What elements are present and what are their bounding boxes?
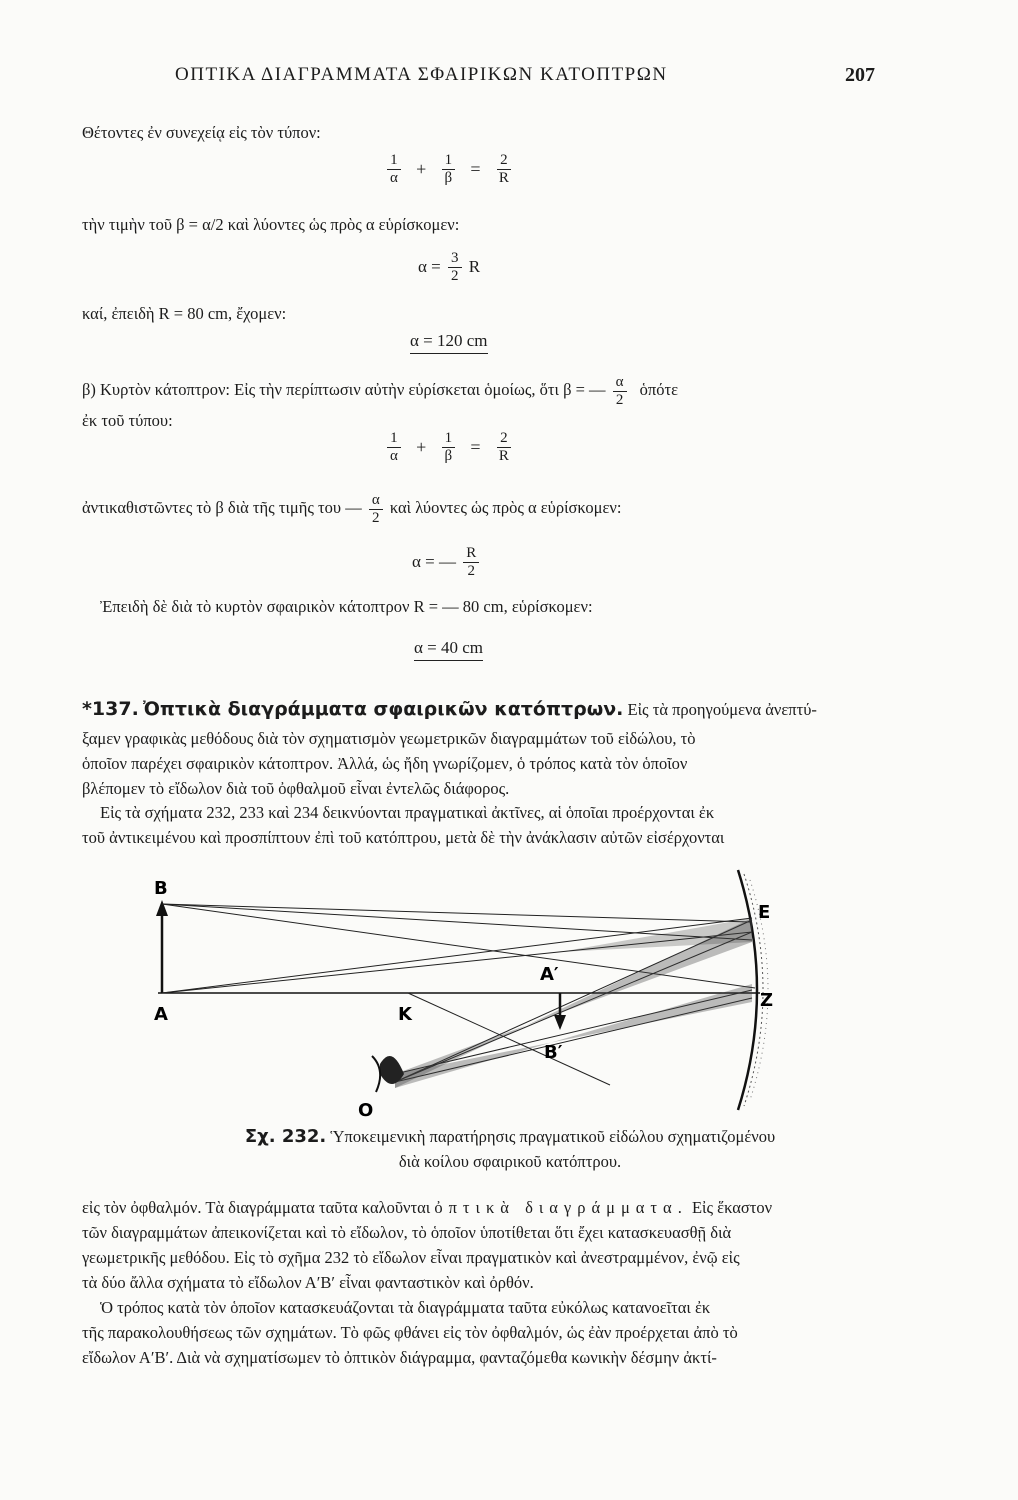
- equation-lens-formula: $\frac{1}{\alpha}$ + $\frac{1}{\beta}$ = $\frac{2}{R}$: [384, 152, 515, 186]
- text-line: τῶν διαγραμμάτων ἀπεικονίζεται καὶ τὸ εἴδωλον, τὸ ὁποῖον ὑποτίθεται ὅτι ἔχει κατασκευασθῇ διὰ: [82, 1223, 732, 1242]
- equation: α = $\frac{3}{2}$ R: [418, 250, 481, 284]
- label-O: O: [358, 1100, 374, 1120]
- fraction: $\frac{1}{\beta}$: [442, 152, 456, 186]
- result-equation: α = 120 cm: [410, 331, 488, 354]
- text-line: Θέτοντες ἐν συνεχείᾳ εἰς τὸν τύπον:: [82, 123, 321, 142]
- text-line: Ὁ τρόπος κατὰ τὸν ὁποῖον κατασκευάζονται τὰ διαγράμματα ταῦτα εὐκόλως κατανοεῖται ἐκ: [100, 1298, 711, 1317]
- text-line: ξαμεν γραφικὰς μεθόδους διὰ τὸν σχηματισμὸν γεωμετρικῶν διαγραμμάτων τοῦ εἰδώλου, τὸ: [82, 729, 696, 748]
- section-title: Ὀπτικὰ διαγράμματα σφαιρικῶν κατόπτρων.: [142, 698, 624, 720]
- equation: α = — $\frac{R}{2}$: [412, 545, 482, 579]
- object-arrow: [156, 900, 168, 993]
- text-line: τὴν τιμὴν τοῦ β = α/2 καὶ λύοντες ὡς πρὸς α εὑρίσκομεν:: [82, 215, 460, 234]
- fraction: $\frac{\alpha}{2}$: [369, 492, 383, 526]
- text-line: εἰς τὸν ὀφθαλμόν. Τὰ διαγράμματα ταῦτα καλοῦνται ὀπτικὰ διαγράμματα. Εἰς ἕκαστον: [82, 1198, 773, 1217]
- fraction: $\frac{1}{\beta}$: [442, 430, 456, 464]
- text-line: γεωμετρικῆς μεθόδου. Εἰς τὸ σχῆμα 232 τὸ εἴδωλον εἶναι πραγματικὸν καὶ ἀνεστραμμένον, ἐνῷ εἰς: [82, 1248, 740, 1267]
- label-Z: Z: [760, 990, 774, 1011]
- page-number: 207: [845, 64, 875, 86]
- label-K: K: [398, 1004, 412, 1025]
- fraction: $\frac{3}{2}$: [448, 250, 462, 284]
- ray-cone-shading: [395, 918, 752, 1088]
- light-rays: [162, 904, 755, 1085]
- text-line: βλέπομεν τὸ εἴδωλον διὰ τοῦ ὀφθαλμοῦ εἶναι ἐντελῶς διάφορος.: [82, 779, 510, 798]
- label-B: B: [154, 878, 168, 899]
- fraction: $\frac{R}{2}$: [463, 545, 479, 579]
- text-line: ὁποῖον παρέχει σφαιρικὸν κάτοπτρον. Ἀλλά, ὡς ἤδη γνωρίζομεν, ὁ τρόπος κατὰ τὸν ὁποῖον: [82, 754, 688, 773]
- text-line: καί, ἐπειδὴ R = 80 cm, ἔχομεν:: [82, 304, 287, 323]
- fraction: $\frac{2}{R}$: [498, 430, 509, 464]
- fraction: $\frac{2}{R}$: [498, 152, 509, 186]
- fraction: $\frac{1}{\alpha}$: [387, 152, 401, 186]
- text-line: ἐκ τοῦ τύπου:: [82, 411, 173, 430]
- label-B-prime: B′: [544, 1042, 563, 1063]
- text-line: Ἐπειδὴ δὲ διὰ τὸ κυρτὸν σφαιρικὸν κάτοπτρον R = — 80 cm, εὑρίσκομεν:: [100, 597, 593, 616]
- caption-number: Σχ. 232.: [244, 1126, 327, 1147]
- text-line: τοῦ ἀντικειμένου καὶ προσπίπτουν ἐπὶ τοῦ κατόπτρου, μετὰ δὲ τὴν ἀνάκλασιν αὐτῶν εἰσέρχονται: [82, 828, 725, 847]
- optical-diagram: [140, 860, 800, 1120]
- section-heading-line: *137. Ὀπτικὰ διαγράμματα σφαιρικῶν κατόπτρων. Εἰς τὰ προηγούμενα ἀνεπτύ-: [82, 698, 817, 720]
- text-line: β) Κυρτὸν κάτοπτρον: Εἰς τὴν περίπτωσιν αὐτὴν εὑρίσκεται ὁμοίως, ὅτι β = — $\frac{\alpha}{2}$ ὁπότε: [82, 374, 679, 408]
- label-E: E: [758, 902, 771, 923]
- text-line: ἀντικαθιστῶντες τὸ β διὰ τῆς τιμῆς του — $\frac{\alpha}{2}$ καὶ λύοντες ὡς πρὸς α εὑρίσκομεν:: [82, 492, 622, 526]
- result-equation: α = 40 cm: [414, 638, 483, 661]
- text-line: τὰ δύο ἄλλα σχήματα τὸ εἴδωλον Α′Β′ εἶναι φανταστικὸν καὶ ὀρθόν.: [82, 1273, 534, 1292]
- section-number: *137.: [82, 698, 139, 720]
- text-line: τῆς παρακολουθήσεως τῶν σχημάτων. Τὸ φῶς φθάνει εἰς τὸν ὀφθαλμόν, ὡς ἐὰν προέρχεται ἀπὸ τὸ: [82, 1323, 738, 1342]
- fraction: $\frac{1}{\alpha}$: [387, 430, 401, 464]
- label-A: A: [154, 1004, 168, 1025]
- running-header: ΟΠΤΙΚΑ ΔΙΑΓΡΑΜΜΑΤΑ ΣΦΑΙΡΙΚΩΝ ΚΑΤΟΠΤΡΩΝ: [175, 64, 668, 85]
- fraction: $\frac{\alpha}{2}$: [613, 374, 627, 408]
- figure-caption: Σχ. 232. Ὑποκειμενικὴ παρατήρησις πραγματικοῦ εἰδώλου σχηματιζομένου διὰ κοίλου σφαιρικοῦ κατόπτρου.: [244, 1126, 776, 1171]
- text-line: εἴδωλον Α′Β′. Διὰ νὰ σχηματίσωμεν τὸ ὀπτικὸν διάγραμμα, φανταζόμεθα κωνικὴν δέσμην ἀκτί-: [82, 1348, 717, 1367]
- label-A-prime: A′: [540, 964, 559, 985]
- text-line: Εἰς τὰ σχήματα 232, 233 καὶ 234 δεικνύονται πραγματικαὶ ἀκτῖνες, αἱ ὁποῖαι προέρχονται ἐκ: [100, 803, 715, 822]
- equation-lens-formula: $\frac{1}{\alpha}$ + $\frac{1}{\beta}$ = $\frac{2}{R}$: [384, 430, 515, 464]
